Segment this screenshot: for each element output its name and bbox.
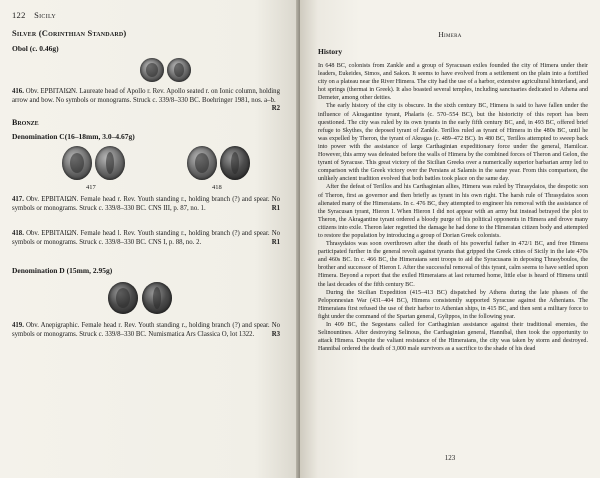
paragraph-3: After the defeat of Terillos and his Carthaginian allies, Himera was ruled by Thrasydaios, the despotic son of Theron, first as governor and then briefly as tyrant in his own right. The harsh rule of Thrasydaios soon alienated many of the Himeraians. In c. 476 BC, they attempted to engineer his removal with the assistance of the Syracusan tyrant, Hieron I. When Hieron I did not appear with an army but instead betrayed the plot to Theron, the Akragantine tyrant ordered a bloody purge of his political opponents in Himera and drove many citizens into exile. Theron later regretted the damage he had done to the Himeraian citizen body and attempted to restore the population by introducing a group of Dorian Greek colonists.: [318, 184, 588, 239]
left-running-head-title: Sicily: [34, 10, 57, 20]
paragraph-2: The early history of the city is obscure. In the sixth century BC, Himera is said to have fallen under the influence of Akragantine tyrant, Phalaris (c. 570–554 BC), but the historicity of this report has been questioned. The city was ruled by its own tyrants in the early fifth century BC, and, in 493 BC, offered brief refuge to Skythes, the deposed tyrant of Zankle. Terillos ruled as tyrant of Himera in the 480s BC, until he was expelled by Theron, the tyrant of Akragas (c. 489–472 BC). In 480 BC, Terillos attempted to sweep back into power with the assistance of large Carthaginian expeditionary force under the general, Hamilcar. However, this army was defeated before the walls of Himera by the combined forces of Theron and Gelon, the tyrant of Syracuse. This great victory of the Sicilian Greeks over a numerically superior barbarian army led to comparison with the Greek victory over the Persians at Salamis in the same year. From this comparison, the unlikely ancient tradition evolved that both battles took place on the same day.: [318, 103, 588, 183]
coin-418-reverse: [220, 146, 250, 180]
right-page: [300, 0, 600, 478]
coin-label-418: 418: [212, 184, 222, 191]
item-418: 418. Obv. ΕΡΒΙΤΑΙΩΝ. Female head l. Rev. Youth standing r., holding branch (?) and spear. No symbols or monograms. Struck c. 339/8–330 BC. CNS I, p. 88, no. 2. R1: [12, 230, 280, 246]
history-heading: History: [318, 47, 343, 56]
rarity-419: R3: [271, 330, 280, 338]
item-416: 416. Obv. ΕΡΒΙΤΑΙΩΝ. Laureate head of Apollo r. Rev. Apollo seated r. on Ionic column, holding arrow and bow. No symbols or monograms. Struck c. 339/8–330 BC. Boehringer 1981, nos. a–b. R2: [12, 88, 280, 113]
denomination-c-heading: Denomination C(16–18mm, 3.0–4.67g): [12, 132, 135, 141]
left-page-number: 122: [12, 10, 26, 20]
history-text: [318, 62, 588, 353]
rarity-416: R2: [271, 105, 280, 113]
item-419: 419. Obv. Anepigraphic. Female head r. Rev. Youth standing r., holding branch (?) and spear. No symbols or monograms. Struck c. 339/8–330 BC. Numismatica Ars Classica O, lot 1322. R3: [12, 322, 281, 338]
left-running-head: [12, 10, 56, 20]
right-page-number: 123: [444, 454, 456, 462]
coin-418-obverse: [187, 146, 217, 180]
paragraph-4: Thrasydaios was soon overthrown after the death of his powerful father in 472/1 BC, and free Himera participated further in the general revolt against tyrants that gripped the Greek cities of Sicily in the late 470s and 460s BC. In c. 466 BC, the Himeraians sent troops to aid the Syracusans in deposing Thrasyboulos, the brother and successor of Hieron I. After the successful removal of this tyrant, calm seems to have settled upon Himera. Beyond a report that the exiled Himeraians at last returned home, little else is heard of Himera until the last decades of the fifth century BC.: [318, 241, 588, 288]
rarity-417: R1: [271, 204, 280, 212]
coin-416-obverse: [140, 58, 164, 82]
coin-419-obverse: [108, 282, 138, 314]
denomination-d-heading: Denomination D (15mm, 2.95g): [12, 266, 113, 275]
coin-419-reverse: [142, 282, 172, 314]
coin-417-reverse: [95, 146, 125, 180]
item-417: 417. Obv. ΕΡΒΙΤΑΙΩΝ. Female head r. Rev. Youth standing r., holding branch (?) and spear. No symbols or monograms. Struck c. 339/8–330 BC. CNS III, p. 87, no. 1. R1: [12, 196, 280, 212]
bronze-heading: Bronze: [12, 118, 39, 127]
obol-heading: Obol (c. 0.46g): [12, 44, 59, 53]
right-running-head: Himera: [438, 30, 462, 39]
paragraph-1: In 648 BC, colonists from Zankle and a group of Syracusan exiles founded the city of Himera under their leaders, Eukeides, Simos, and Sakon. It seems to have evolved from a settlement on the plain into a fortified city on a plateau near the River Himera. The city had the use of a harbor, extensive agricultural hinterland, and hot springs (thermai in Greek). It also boasted several temples, including sanctuaries dedicated to Athena and Demeter, among other deities.: [318, 63, 588, 102]
section-title: Silver (Corinthian Standard): [12, 28, 127, 38]
coin-416-reverse: [167, 58, 191, 82]
rarity-418: R1: [271, 238, 280, 246]
coin-label-417: 417: [86, 184, 96, 191]
paragraph-6: In 409 BC, the Segestans called for Carthaginian assistance against their traditional enemies, the Selinountines. After destroying Selinous, the Carthaginian general, Hannibal, then took the opportunity to attack Himera. Despite the valiant resistance of the Himeraians, the city was taken by storm and destroyed. Hannibal ordered the death of 3,000 male survivors as a sacrifice to the shade of his dead: [318, 322, 588, 353]
paragraph-5: During the Sicilian Expedition (415–413 BC) dispatched by Athens during the late phases of the Peloponnesian War (431–404 BC), Himera consistently supported Syracuse against the Athenians. The Himeraians first refused the use of their harbor to Athenian ships, in 415 BC, and then sent a military force to fight under the command of the Spartan general, Gylippos, in the following year.: [318, 289, 588, 320]
coin-417-obverse: [62, 146, 92, 180]
